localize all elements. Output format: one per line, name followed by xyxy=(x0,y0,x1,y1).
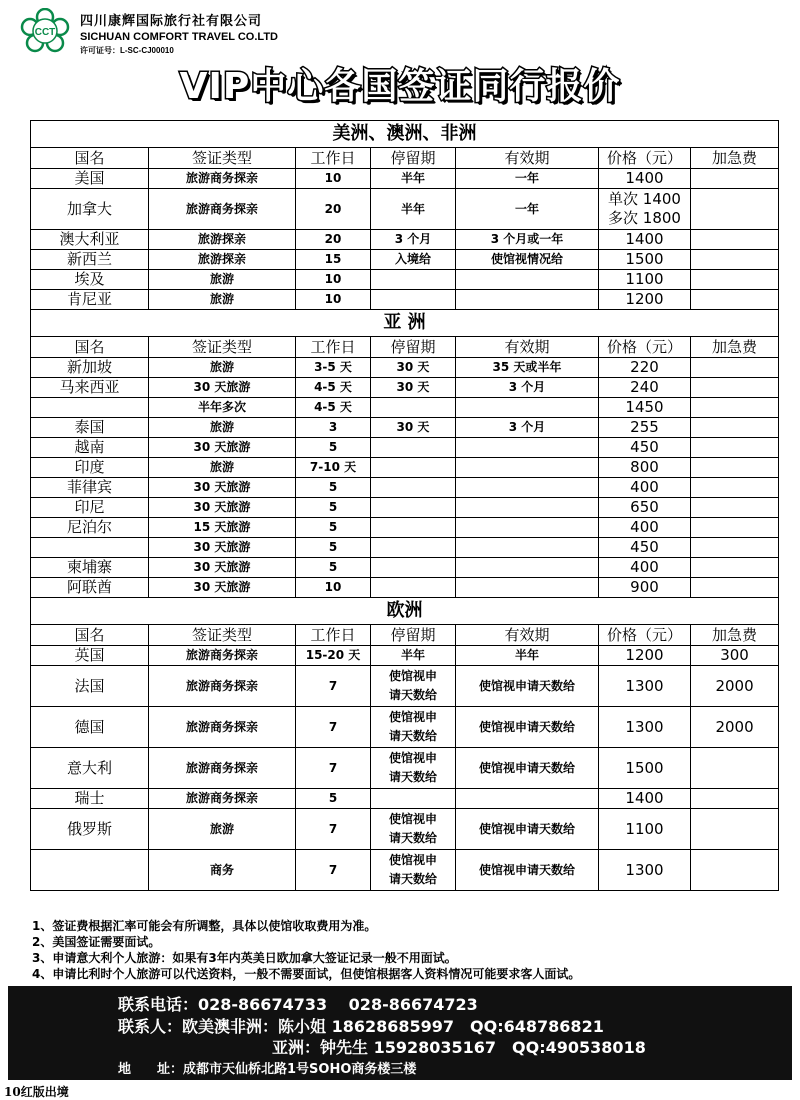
visa-type-cell: 30 天旅游 xyxy=(149,378,296,398)
urgent-fee-cell xyxy=(691,578,779,598)
workdays-cell: 5 xyxy=(296,789,371,809)
validity-cell xyxy=(456,478,599,498)
urgent-fee-cell xyxy=(691,230,779,250)
workdays-cell: 15-20 天 xyxy=(296,646,371,666)
validity-cell: 使馆视申请天数给 xyxy=(456,748,599,789)
contact-address: 地 址：成都市天仙桥北路1号SOHO商务楼三楼 xyxy=(118,1062,417,1077)
visa-type-cell: 旅游商务探亲 xyxy=(149,748,296,789)
workdays-cell: 5 xyxy=(296,498,371,518)
country-cell xyxy=(31,538,149,558)
stay-cell xyxy=(371,438,456,458)
workdays-cell: 7 xyxy=(296,707,371,748)
stay-cell xyxy=(371,498,456,518)
column-header: 国名 xyxy=(31,625,149,646)
table-row xyxy=(31,438,779,458)
section-row xyxy=(31,121,779,148)
logo-text: CCT xyxy=(34,27,56,38)
price-cell: 1400 xyxy=(599,230,691,250)
stay-cell xyxy=(371,518,456,538)
stay-cell xyxy=(371,478,456,498)
section-row xyxy=(31,598,779,625)
country-cell: 泰国 xyxy=(31,418,149,438)
contact-footer xyxy=(8,986,792,1080)
urgent-fee-cell xyxy=(691,358,779,378)
country-cell: 英国 xyxy=(31,646,149,666)
stay-cell xyxy=(371,558,456,578)
visa-type-cell: 30 天旅游 xyxy=(149,578,296,598)
column-header: 加急费 xyxy=(691,625,779,646)
header xyxy=(20,8,780,56)
column-header: 工作日 xyxy=(296,625,371,646)
visa-type-cell: 商务 xyxy=(149,850,296,891)
validity-cell: 35 天或半年 xyxy=(456,358,599,378)
table-row xyxy=(31,230,779,250)
column-header-row xyxy=(31,337,779,358)
table-row xyxy=(31,270,779,290)
price-cell: 1300 xyxy=(599,666,691,707)
section-title: 亚 洲 xyxy=(31,310,779,337)
urgent-fee-cell xyxy=(691,498,779,518)
section-title: 美洲、澳洲、非洲 xyxy=(31,121,779,148)
stay-cell: 3 个月 xyxy=(371,230,456,250)
visa-type-cell: 旅游 xyxy=(149,418,296,438)
urgent-fee-cell xyxy=(691,270,779,290)
column-header: 工作日 xyxy=(296,337,371,358)
workdays-cell: 10 xyxy=(296,290,371,310)
column-header: 签证类型 xyxy=(149,337,296,358)
country-cell: 美国 xyxy=(31,169,149,189)
urgent-fee-cell xyxy=(691,169,779,189)
workdays-cell: 3 xyxy=(296,418,371,438)
workdays-cell: 15 xyxy=(296,250,371,270)
column-header: 价格（元） xyxy=(599,625,691,646)
price-cell: 1100 xyxy=(599,809,691,850)
stay-cell: 使馆视申 请天数给 xyxy=(371,666,456,707)
visa-type-cell: 旅游商务探亲 xyxy=(149,666,296,707)
price-cell: 1200 xyxy=(599,290,691,310)
table-row xyxy=(31,809,779,850)
visa-type-cell: 旅游 xyxy=(149,290,296,310)
column-header: 签证类型 xyxy=(149,148,296,169)
stay-cell: 30 天 xyxy=(371,378,456,398)
table-row xyxy=(31,518,779,538)
price-cell: 400 xyxy=(599,518,691,538)
workdays-cell: 5 xyxy=(296,478,371,498)
table-row xyxy=(31,418,779,438)
column-header-row xyxy=(31,625,779,646)
price-cell: 900 xyxy=(599,578,691,598)
table-row xyxy=(31,538,779,558)
table-row xyxy=(31,169,779,189)
visa-type-cell: 旅游商务探亲 xyxy=(149,789,296,809)
urgent-fee-cell xyxy=(691,478,779,498)
workdays-cell: 10 xyxy=(296,578,371,598)
visa-type-cell: 旅游商务探亲 xyxy=(149,189,296,230)
price-cell: 255 xyxy=(599,418,691,438)
workdays-cell: 5 xyxy=(296,558,371,578)
workdays-cell: 7 xyxy=(296,666,371,707)
price-cell: 450 xyxy=(599,538,691,558)
column-header: 签证类型 xyxy=(149,625,296,646)
country-cell: 德国 xyxy=(31,707,149,748)
column-header-row xyxy=(31,148,779,169)
urgent-fee-cell xyxy=(691,458,779,478)
country-cell: 印度 xyxy=(31,458,149,478)
country-cell: 意大利 xyxy=(31,748,149,789)
country-cell: 法国 xyxy=(31,666,149,707)
note-item: 1、签证费根据汇率可能会有所调整，具体以使馆收取费用为准。 xyxy=(32,919,377,933)
workdays-cell: 4-5 天 xyxy=(296,378,371,398)
stay-cell xyxy=(371,458,456,478)
country-cell: 埃及 xyxy=(31,270,149,290)
table-row xyxy=(31,290,779,310)
price-cell: 220 xyxy=(599,358,691,378)
country-cell: 马来西亚 xyxy=(31,378,149,398)
validity-cell: 半年 xyxy=(456,646,599,666)
visa-type-cell: 旅游商务探亲 xyxy=(149,707,296,748)
urgent-fee-cell xyxy=(691,748,779,789)
stay-cell xyxy=(371,538,456,558)
visa-type-cell: 15 天旅游 xyxy=(149,518,296,538)
stay-cell xyxy=(371,789,456,809)
table-row xyxy=(31,189,779,230)
country-cell: 新加坡 xyxy=(31,358,149,378)
stay-cell: 使馆视申 请天数给 xyxy=(371,748,456,789)
stay-cell: 入境给 xyxy=(371,250,456,270)
visa-type-cell: 30 天旅游 xyxy=(149,558,296,578)
workdays-cell: 7 xyxy=(296,748,371,789)
license-number: 许可证号：L-SC-CJ00010 xyxy=(80,46,174,55)
urgent-fee-cell xyxy=(691,290,779,310)
company-name-cn: 四川康辉国际旅行社有限公司 xyxy=(80,14,263,29)
stay-cell: 使馆视申 请天数给 xyxy=(371,850,456,891)
workdays-cell: 7-10 天 xyxy=(296,458,371,478)
table-row xyxy=(31,789,779,809)
urgent-fee-cell xyxy=(691,538,779,558)
visa-price-table xyxy=(30,120,779,891)
table-row xyxy=(31,458,779,478)
visa-type-cell: 旅游商务探亲 xyxy=(149,646,296,666)
table-row xyxy=(31,398,779,418)
price-cell: 650 xyxy=(599,498,691,518)
table-row xyxy=(31,646,779,666)
workdays-cell: 5 xyxy=(296,538,371,558)
validity-cell xyxy=(456,290,599,310)
validity-cell xyxy=(456,578,599,598)
column-header: 停留期 xyxy=(371,148,456,169)
visa-type-cell: 30 天旅游 xyxy=(149,478,296,498)
column-header: 有效期 xyxy=(456,625,599,646)
validity-cell xyxy=(456,438,599,458)
urgent-fee-cell xyxy=(691,398,779,418)
validity-cell: 3 个月或一年 xyxy=(456,230,599,250)
validity-cell xyxy=(456,270,599,290)
workdays-cell: 3-5 天 xyxy=(296,358,371,378)
workdays-cell: 4-5 天 xyxy=(296,398,371,418)
validity-cell: 一年 xyxy=(456,189,599,230)
section-row xyxy=(31,310,779,337)
page-title: VIP中心各国签证同行报价 xyxy=(179,66,621,107)
table-row xyxy=(31,250,779,270)
urgent-fee-cell xyxy=(691,809,779,850)
country-cell: 澳大利亚 xyxy=(31,230,149,250)
validity-cell xyxy=(456,458,599,478)
validity-cell xyxy=(456,538,599,558)
column-header: 停留期 xyxy=(371,337,456,358)
visa-type-cell: 旅游探亲 xyxy=(149,230,296,250)
section-title: 欧洲 xyxy=(31,598,779,625)
table-row xyxy=(31,578,779,598)
price-cell: 1400 xyxy=(599,789,691,809)
flower-logo-icon xyxy=(20,8,70,54)
validity-cell: 使馆视情况给 xyxy=(456,250,599,270)
price-cell: 1200 xyxy=(599,646,691,666)
contact-person-asia: 亚洲：钟先生 15928035167 QQ:490538018 xyxy=(272,1038,646,1057)
column-header: 国名 xyxy=(31,337,149,358)
stay-cell: 使馆视申 请天数给 xyxy=(371,809,456,850)
validity-cell xyxy=(456,398,599,418)
validity-cell: 3 个月 xyxy=(456,378,599,398)
country-cell: 越南 xyxy=(31,438,149,458)
urgent-fee-cell xyxy=(691,378,779,398)
column-header: 价格（元） xyxy=(599,148,691,169)
price-cell: 400 xyxy=(599,478,691,498)
note-item: 4、申请比利时个人旅游可以代送资料，一般不需要面试，但使馆根据客人资料情况可能要求客人面试。 xyxy=(32,967,581,981)
country-cell: 尼泊尔 xyxy=(31,518,149,538)
urgent-fee-cell xyxy=(691,518,779,538)
visa-type-cell: 旅游商务探亲 xyxy=(149,169,296,189)
validity-cell xyxy=(456,789,599,809)
logo xyxy=(20,8,70,54)
stay-cell xyxy=(371,270,456,290)
country-cell: 印尼 xyxy=(31,498,149,518)
urgent-fee-cell xyxy=(691,250,779,270)
urgent-fee-cell: 2000 xyxy=(691,666,779,707)
visa-type-cell: 半年多次 xyxy=(149,398,296,418)
country-cell: 新西兰 xyxy=(31,250,149,270)
workdays-cell: 5 xyxy=(296,518,371,538)
column-header: 停留期 xyxy=(371,625,456,646)
urgent-fee-cell xyxy=(691,850,779,891)
validity-cell: 使馆视申请天数给 xyxy=(456,707,599,748)
price-cell: 1300 xyxy=(599,707,691,748)
price-cell: 单次 1400 多次 1800 xyxy=(599,189,691,230)
country-cell: 瑞士 xyxy=(31,789,149,809)
stay-cell: 半年 xyxy=(371,646,456,666)
validity-cell xyxy=(456,498,599,518)
validity-cell: 3 个月 xyxy=(456,418,599,438)
visa-type-cell: 旅游 xyxy=(149,458,296,478)
workdays-cell: 10 xyxy=(296,270,371,290)
urgent-fee-cell xyxy=(691,438,779,458)
country-cell: 阿联酋 xyxy=(31,578,149,598)
validity-cell: 使馆视申请天数给 xyxy=(456,809,599,850)
visa-type-cell: 旅游 xyxy=(149,809,296,850)
country-cell xyxy=(31,398,149,418)
validity-cell: 一年 xyxy=(456,169,599,189)
column-header: 加急费 xyxy=(691,337,779,358)
workdays-cell: 7 xyxy=(296,850,371,891)
note-item: 2、美国签证需要面试。 xyxy=(32,935,161,949)
stay-cell xyxy=(371,290,456,310)
urgent-fee-cell xyxy=(691,789,779,809)
country-cell: 俄罗斯 xyxy=(31,809,149,850)
page-number: 10红版出境 xyxy=(4,1085,69,1099)
urgent-fee-cell xyxy=(691,189,779,230)
notes xyxy=(32,918,792,982)
stay-cell: 30 天 xyxy=(371,358,456,378)
table-row xyxy=(31,478,779,498)
company-info xyxy=(80,10,278,56)
price-cell: 450 xyxy=(599,438,691,458)
note-item: 3、申请意大利个人旅游：如果有3年内英美日欧加拿大签证记录一般不用面试。 xyxy=(32,951,457,965)
visa-type-cell: 30 天旅游 xyxy=(149,538,296,558)
table-row xyxy=(31,358,779,378)
price-table-container xyxy=(30,120,778,891)
price-cell: 1500 xyxy=(599,748,691,789)
country-cell: 柬埔寨 xyxy=(31,558,149,578)
price-cell: 800 xyxy=(599,458,691,478)
validity-cell: 使馆视申请天数给 xyxy=(456,666,599,707)
stay-cell: 30 天 xyxy=(371,418,456,438)
validity-cell xyxy=(456,518,599,538)
contact-person-americas: 联系人：欧美澳非洲：陈小姐 18628685997 QQ:648786821 xyxy=(118,1017,604,1036)
workdays-cell: 20 xyxy=(296,189,371,230)
price-cell: 1300 xyxy=(599,850,691,891)
table-row xyxy=(31,498,779,518)
visa-type-cell: 旅游探亲 xyxy=(149,250,296,270)
column-header: 国名 xyxy=(31,148,149,169)
visa-type-cell: 30 天旅游 xyxy=(149,438,296,458)
column-header: 有效期 xyxy=(456,337,599,358)
contact-phone: 联系电话：028-86674733 028-86674723 xyxy=(118,995,478,1014)
table-row xyxy=(31,850,779,891)
country-cell: 肯尼亚 xyxy=(31,290,149,310)
column-header: 有效期 xyxy=(456,148,599,169)
price-cell: 400 xyxy=(599,558,691,578)
urgent-fee-cell: 2000 xyxy=(691,707,779,748)
workdays-cell: 10 xyxy=(296,169,371,189)
workdays-cell: 20 xyxy=(296,230,371,250)
price-cell: 1400 xyxy=(599,169,691,189)
stay-cell: 半年 xyxy=(371,189,456,230)
urgent-fee-cell xyxy=(691,558,779,578)
column-header: 加急费 xyxy=(691,148,779,169)
price-cell: 1500 xyxy=(599,250,691,270)
validity-cell: 使馆视申请天数给 xyxy=(456,850,599,891)
table-row xyxy=(31,666,779,707)
urgent-fee-cell xyxy=(691,418,779,438)
country-cell: 加拿大 xyxy=(31,189,149,230)
stay-cell xyxy=(371,578,456,598)
price-cell: 1450 xyxy=(599,398,691,418)
column-header: 价格（元） xyxy=(599,337,691,358)
stay-cell xyxy=(371,398,456,418)
price-cell: 240 xyxy=(599,378,691,398)
validity-cell xyxy=(456,558,599,578)
urgent-fee-cell: 300 xyxy=(691,646,779,666)
stay-cell: 半年 xyxy=(371,169,456,189)
visa-type-cell: 旅游 xyxy=(149,358,296,378)
country-cell xyxy=(31,850,149,891)
table-row xyxy=(31,748,779,789)
stay-cell: 使馆视申 请天数给 xyxy=(371,707,456,748)
table-row xyxy=(31,378,779,398)
table-row xyxy=(31,558,779,578)
company-name-en: SICHUAN COMFORT TRAVEL CO.LTD xyxy=(80,31,278,43)
workdays-cell: 5 xyxy=(296,438,371,458)
country-cell: 菲律宾 xyxy=(31,478,149,498)
visa-type-cell: 旅游 xyxy=(149,270,296,290)
price-cell: 1100 xyxy=(599,270,691,290)
table-row xyxy=(31,707,779,748)
visa-type-cell: 30 天旅游 xyxy=(149,498,296,518)
workdays-cell: 7 xyxy=(296,809,371,850)
column-header: 工作日 xyxy=(296,148,371,169)
